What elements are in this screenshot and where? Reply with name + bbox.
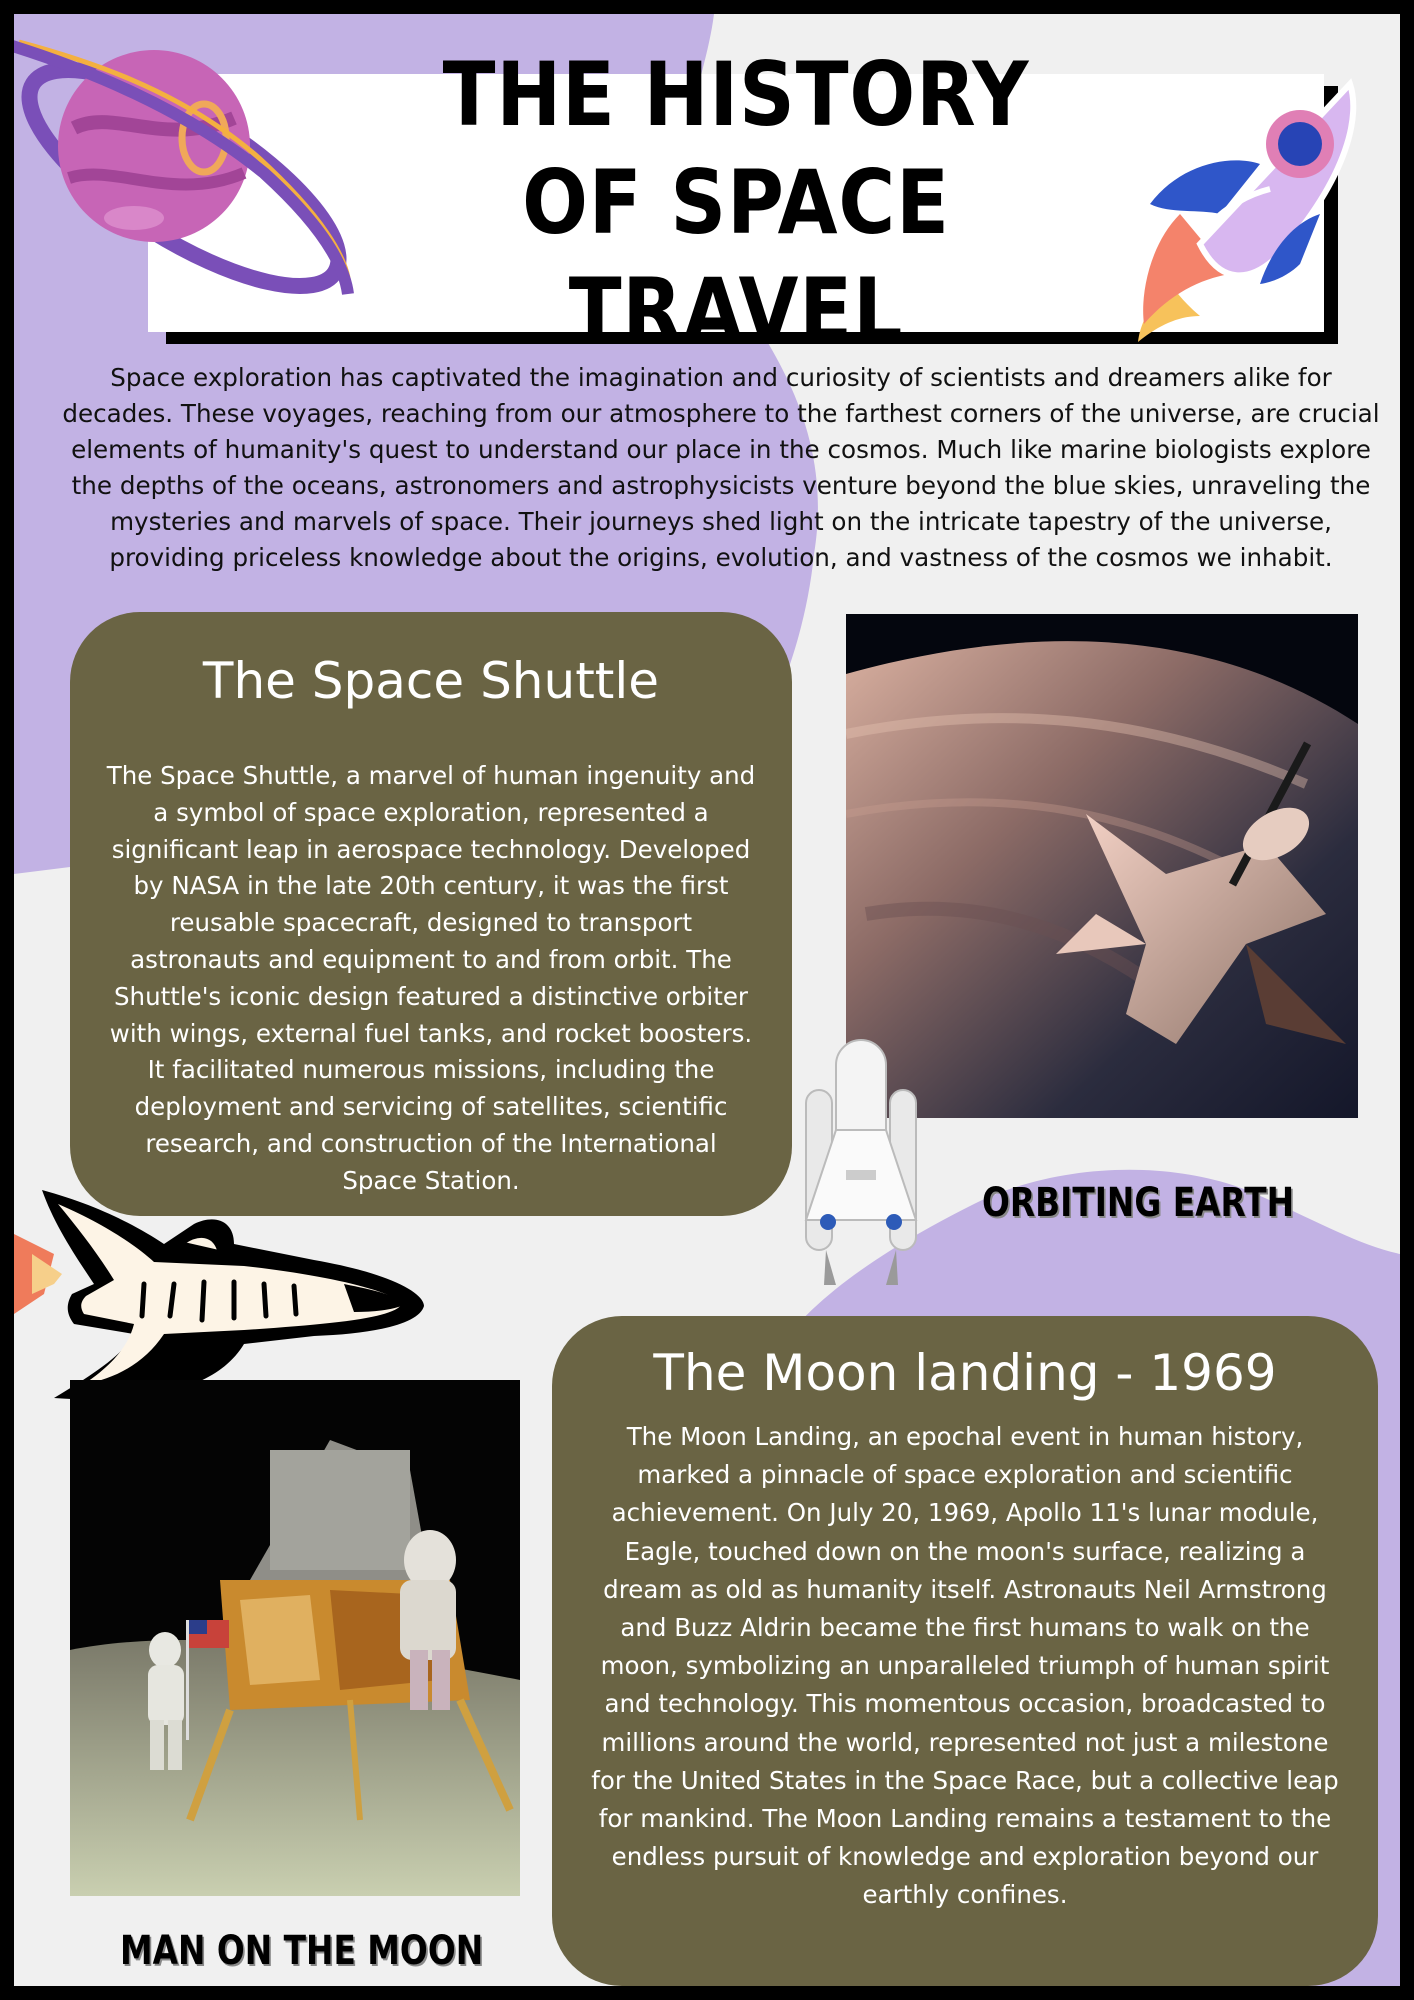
man-on-the-moon-caption: MAN ON THE MOON	[120, 1928, 484, 1974]
moon-landing-body: The Moon Landing, an epochal event in human history, marked a pinnacle of space exploration and scientific achievement. On July 20, 1969, Apollo 11's lunar module, Eagle, touched down on the moon's surface, realizing a dream as old as humanity itself. Astronauts Neil Armstrong and Buzz Aldrin became the first humans to walk on the moon, symbolizing an unparalleled triumph of human spirit and technology. This momentous occasion, broadcasted to millions around the world, represented not just a milestone for the United States in the Space Race, but a collective leap for mankind. The Moon Landing remains a testament to the endless pursuit of knowledge and exploration beyond our earthly confines.	[591, 1422, 1339, 1910]
moon-landing-heading: The Moon landing - 1969	[653, 1344, 1277, 1402]
shuttle-heading: The Space Shuttle	[202, 652, 660, 710]
shuttle-card	[70, 612, 792, 1216]
intro-paragraph: Space exploration has captivated the imagination and curiosity of scientists and dreamers alike for decades. These voyages, reaching from our atmosphere to the farthest corners of the universe, are crucial elements of humanity's quest to understand our place in the cosmos. Much like marine biologists explore the depths of the oceans, astronomers and astrophysicists venture beyond the blue skies, unraveling the mysteries and marvels of space. Their journeys shed light on the intricate tapestry of the universe, providing priceless knowledge about the origins, evolution, and vastness of the cosmos we inhabit.	[62, 363, 1380, 572]
poster-canvas	[14, 14, 1400, 1986]
page-title: THE HISTORY OF SPACE TRAVEL	[442, 43, 1030, 362]
rocket-sticker	[1120, 54, 1360, 344]
moon-landing-photo	[70, 1380, 520, 1896]
shuttle-launch-sticker	[786, 1020, 936, 1300]
orbiting-earth-caption: ORBITING EARTH	[982, 1180, 1295, 1226]
planet-sticker	[14, 28, 354, 328]
moon-landing-card	[552, 1316, 1378, 1986]
shuttle-body: The Space Shuttle, a marvel of human ingenuity and a symbol of space exploration, represented a significant leap in aerospace technology. Developed by NASA in the late 20th century, it was the first reusable spacecraft, designed to transport astronauts and equipment to and from orbit. The Shuttle's iconic design featured a distinctive orbiter with wings, external fuel tanks, and rocket boosters. It facilitated numerous missions, including the deployment and servicing of satellites, scientific research, and construction of the International Space Station.	[106, 761, 756, 1195]
shuttle-cartoon-sticker	[14, 1184, 434, 1404]
